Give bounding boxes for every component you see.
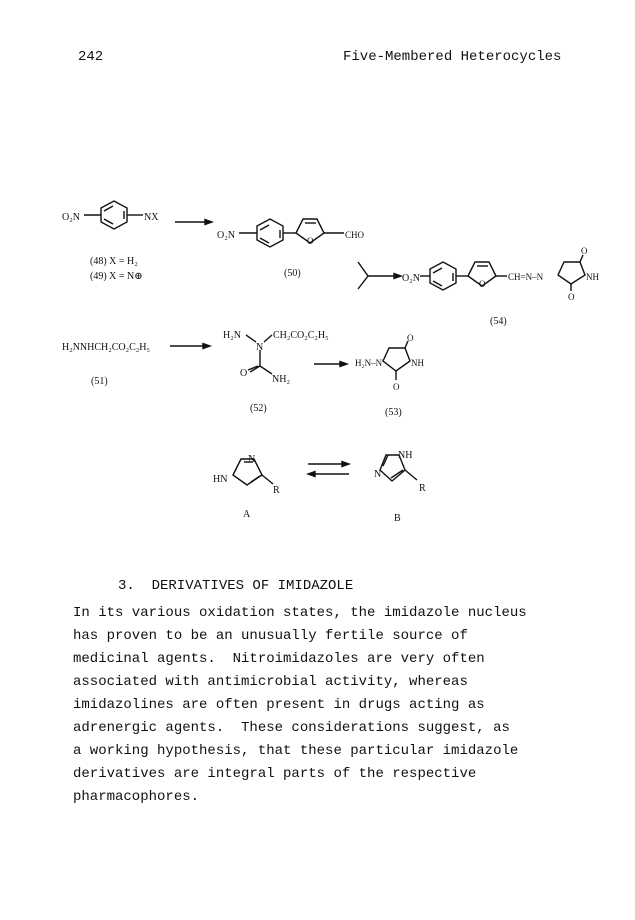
c53-carbonyl-oxygen-top: O	[407, 333, 414, 343]
page-number: 242	[78, 49, 104, 65]
paragraph-line: adrenergic agents. These considerations suggest, as	[73, 720, 510, 736]
c54-carbonyl-oxygen-top: O	[581, 246, 588, 256]
c54-imine-link: CH=N–N	[508, 272, 544, 282]
c49-label: (49) X = N⊕	[90, 271, 143, 282]
body-paragraph	[73, 602, 593, 809]
c53-carbonyl-oxygen-bottom: O	[393, 382, 400, 392]
c54-label: (54)	[490, 316, 507, 327]
c50-aldehyde-group: CHO	[345, 230, 365, 240]
tautomer-b-r-group: R	[419, 483, 426, 494]
paragraph-line: derivatives are integral parts of the respective	[73, 766, 477, 782]
c50-nitro-group: O₂N	[217, 230, 235, 241]
c51-formula: H₂NNHCH₂CO₂C₂H₅	[62, 342, 150, 353]
c48-label: (48) X = H₂	[90, 256, 138, 267]
paragraph-line: pharmacophores.	[73, 789, 200, 805]
c54-nitro-group: O₂N	[402, 273, 420, 284]
c53-amino-group: H₂N–N	[355, 358, 383, 368]
c50-benzene-ring	[257, 219, 283, 247]
c54-benzene-ring	[430, 262, 456, 290]
c52-amino-group: H₂N	[223, 330, 241, 341]
paragraph-line: In its various oxidation states, the imidazole nucleus	[73, 605, 527, 621]
c50-ring-oxygen: O	[307, 236, 314, 246]
paragraph-line: medicinal agents. Nitroimidazoles are very often	[73, 651, 485, 667]
paragraph-line: a working hypothesis, that these particular imidazole	[73, 743, 519, 759]
c48-nitro-group: O₂N	[62, 212, 80, 223]
tautomer-a-nitrogen: N	[248, 454, 256, 465]
tautomer-b-nh-group: NH	[398, 450, 413, 461]
c54-ring-oxygen: O	[479, 279, 486, 289]
c51-label: (51)	[91, 376, 108, 387]
c50-label: (50)	[284, 268, 301, 279]
branch-arrow-50-to-54	[358, 262, 368, 289]
c53-nh-group: NH	[411, 358, 424, 368]
c52-ester-group: CH₂CO₂C₂H₅	[273, 330, 329, 341]
section-heading: 3. DERIVATIVES OF IMIDAZOLE	[118, 578, 354, 594]
c52-label: (52)	[250, 403, 267, 414]
paragraph-line: has proven to be an unusually fertile source of	[73, 628, 468, 644]
paragraph-line: imidazolines are often present in drugs acting as	[73, 697, 485, 713]
tautomer-b-label: B	[394, 513, 401, 524]
c48-benzene-ring	[101, 201, 127, 229]
tautomer-a-r-group: R	[273, 485, 280, 496]
tautomer-a-label: A	[243, 509, 251, 520]
c52-amide-group: NH₂	[272, 374, 290, 385]
c48-nx-group: NX	[144, 212, 159, 223]
c53-hydantoin-ring	[383, 348, 410, 371]
paragraph-line: associated with antimicrobial activity, whereas	[73, 674, 468, 690]
c52-carbonyl-oxygen: O	[240, 368, 248, 379]
tautomer-a-nh-group: HN	[213, 474, 228, 485]
c54-carbonyl-oxygen-bottom: O	[568, 292, 575, 302]
c54-hydantoin-ring	[558, 262, 585, 284]
tautomer-b-nitrogen: N	[374, 469, 382, 480]
c52-nitrogen: N	[256, 342, 264, 353]
c53-label: (53)	[385, 407, 402, 418]
running-title: Five-Membered Heterocycles	[343, 49, 562, 65]
c54-nh-group: NH	[586, 272, 599, 282]
